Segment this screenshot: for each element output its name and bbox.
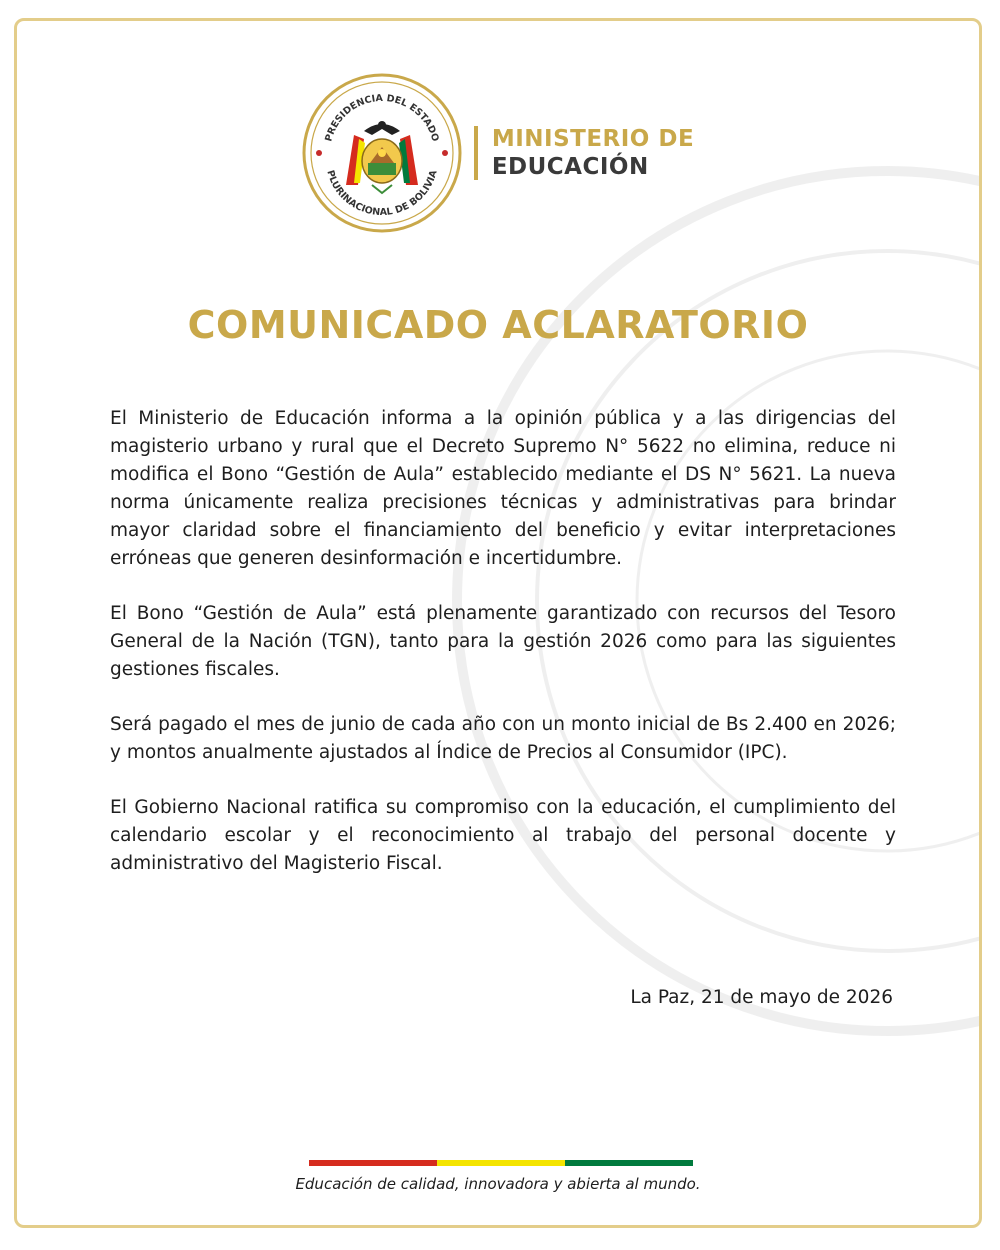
document-body [110,405,896,905]
flag-stripe-red [309,1160,437,1166]
document-date: La Paz, 21 de mayo de 2026 [630,987,893,1008]
header [17,73,979,233]
flag-stripe-yellow [437,1160,565,1166]
ministry-logo [474,125,694,181]
svg-text:PLURINACIONAL DE BOLIVIA: PLURINACIONAL DE BOLIVIA [324,169,440,219]
bolivia-seal-logo [302,73,462,233]
document-title: COMUNICADO ACLARATORIO [187,303,809,347]
footer-slogan: Educación de calidad, innovadora y abierta al mundo. [295,1175,701,1193]
paragraph: El Gobierno Nacional ratifica su compromiso con la educación, el cumplimiento del calendario escolar y el reconocimiento al trabajo del personal docente y administrativo del Magisterio Fiscal. [110,797,896,874]
ministry-divider [474,126,478,180]
paragraph: El Bono “Gestión de Aula” está plenamente garantizado con recursos del Tesoro General de la Nación (TGN), tanto para la gestión 2026 como para las siguientes gestiones fiscales. [110,603,896,680]
ministry-name-line2: EDUCACIÓN [491,154,649,180]
document-frame [14,18,982,1228]
svg-text:PRESIDENCIA DEL ESTADO: PRESIDENCIA DEL ESTADO [323,92,441,143]
ministry-name-line1: MINISTERIO DE [491,126,695,152]
flag-stripe-green [565,1160,693,1166]
bolivia-flag-bar [309,1160,693,1166]
paragraph: El Ministerio de Educación informa a la opinión pública y a las dirigencias del magisterio urbano y rural que el Decreto Supremo N° 5622 no elimina, reduce ni modifica el Bono “Gestión de Aula” establecido mediante el DS N° 5621. La nueva norma únicamente realiza precisiones técnicas y administrativas para brindar mayor claridad sobre el financiamiento del beneficio y evitar interpretaciones erróneas que generen desinformación e incertidumbre. [110,408,896,569]
paragraph: Será pagado el mes de junio de cada año con un monto inicial de Bs 2.400 en 2026; y montos anualmente ajustados al Índice de Precios al Consumidor (IPC). [110,714,896,763]
